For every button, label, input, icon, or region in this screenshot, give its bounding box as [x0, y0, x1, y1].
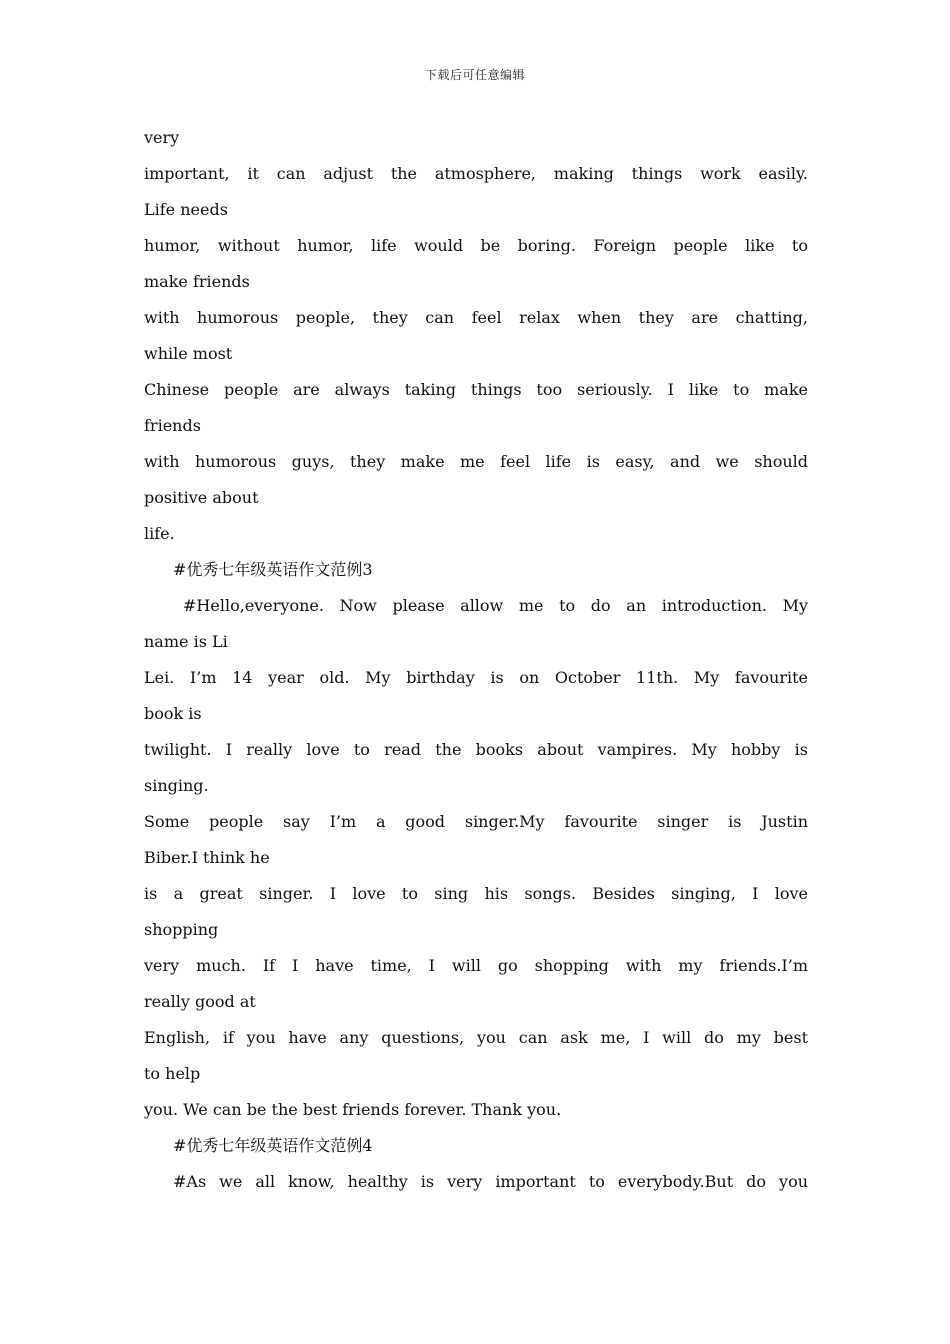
page-header: 下载后可任意编辑	[424, 68, 525, 82]
text-line: #As we all know, healthy is very important to everybody.But do you	[173, 1172, 808, 1191]
text-line: you. We can be the best friends forever. Thank you.	[144, 1100, 562, 1119]
text-line: is a great singer. I love to sing his songs. Besides singing, I love	[144, 884, 808, 903]
text-line: with humorous people, they can feel relax when they are chatting,	[144, 308, 808, 327]
text-line: positive about	[144, 488, 259, 507]
text-line: very	[144, 128, 180, 147]
text-line: Chinese people are always taking things too seriously. I like to make	[144, 380, 808, 399]
section-heading: #优秀七年级英语作文范例4	[173, 1136, 373, 1155]
text-line: with humorous guys, they make me feel life is easy, and we should	[144, 452, 808, 471]
text-line: to help	[144, 1064, 201, 1083]
document-body	[144, 120, 808, 1200]
text-line: Lei. I’m 14 year old. My birthday is on October 11th. My favourite	[144, 668, 808, 687]
text-line: very much. If I have time, I will go shopping with my friends.I’m	[144, 956, 808, 975]
text-line: Biber.I think he	[144, 848, 270, 867]
text-line: really good at	[144, 992, 256, 1011]
text-line: make friends	[144, 272, 250, 291]
text-line: name is Li	[144, 632, 228, 651]
text-line: twilight. I really love to read the books about vampires. My hobby is	[144, 740, 808, 759]
text-line: #Hello,everyone. Now please allow me to do an introduction. My	[183, 596, 808, 615]
text-line: shopping	[144, 920, 219, 939]
text-line: English, if you have any questions, you can ask me, I will do my best	[144, 1028, 808, 1047]
text-line: book is	[144, 704, 202, 723]
text-line: friends	[144, 416, 201, 435]
text-line: Some people say I’m a good singer.My favourite singer is Justin	[144, 812, 808, 831]
text-line: life.	[144, 524, 175, 543]
text-line: singing.	[144, 776, 209, 795]
text-line: humor, without humor, life would be boring. Foreign people like to	[144, 236, 808, 255]
text-line: Life needs	[144, 200, 228, 219]
section-heading: #优秀七年级英语作文范例3	[173, 560, 373, 579]
text-line: while most	[144, 344, 233, 363]
text-line: important, it can adjust the atmosphere, making things work easily.	[144, 164, 808, 183]
